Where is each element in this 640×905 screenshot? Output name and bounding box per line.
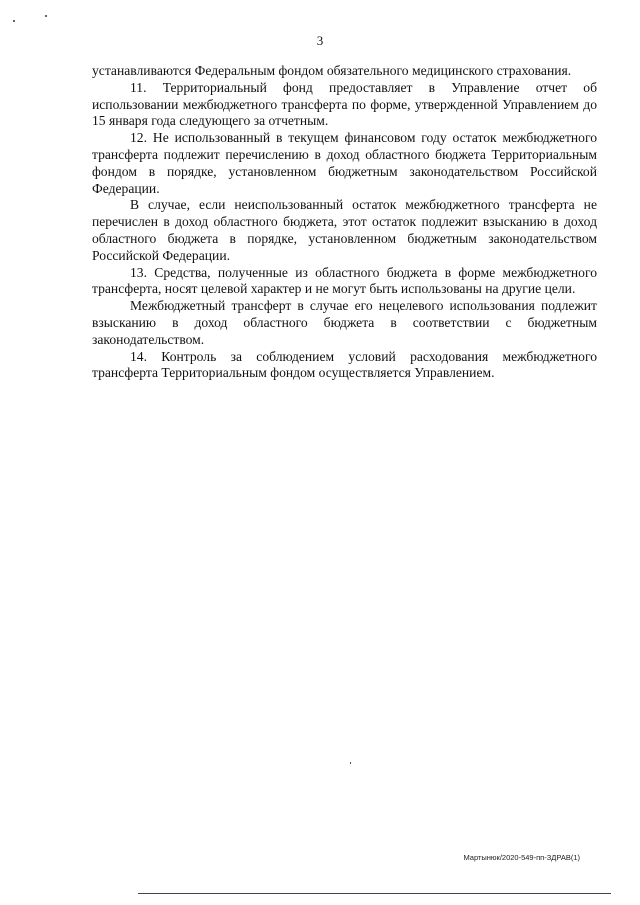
scan-speck: [350, 762, 351, 764]
scan-speck: [13, 20, 15, 22]
document-code: Мартынюк/2020-549-пп-ЗДРАВ(1): [463, 853, 580, 862]
paragraph-item-11: 11. Территориальный фонд предоставляет в Управление отчет об использовании межбюджетного трансферта по форме, утвержденной Управлением до 15 января года следующего за отчетным.: [92, 79, 597, 129]
paragraph-item-14: 14. Контроль за соблюдением условий расходования межбюджетного трансферта Территориальным фондом осуществляется Управлением.: [92, 348, 597, 381]
paragraph-item-13-misuse: Межбюджетный трансферт в случае его нецелевого использования подлежит взысканию в доход областного бюджета в соответствии с бюджетным законодательством.: [92, 298, 597, 347]
paragraph-item-12-case: В случае, если неиспользованный остаток межбюджетного трансферта не перечислен в доход областного бюджета, этот остаток подлежит взысканию в доход областного бюджета в порядке, установленном бюджетным законодательством Российской Федерации.: [92, 197, 597, 263]
page-number: 3: [316, 33, 324, 48]
paragraph-item-13: 13. Средства, полученные из областного бюджета в форме межбюджетного трансферта, носят целевой характер и не могут быть использованы на другие цели.: [92, 264, 597, 297]
paragraph-item-12: 12. Не использованный в текущем финансовом году остаток межбюджетного трансферта подлежит перечислению в доход областного бюджета Территориальным фондом в порядке, установленном бюджетным законодательством Российской Федерации.: [92, 130, 597, 196]
scan-speck: [45, 15, 47, 17]
document-body: [92, 63, 597, 382]
paragraph-continuation: устанавливаются Федеральным фондом обязательного медицинского страхования.: [92, 63, 572, 78]
footer-divider: [138, 893, 611, 894]
